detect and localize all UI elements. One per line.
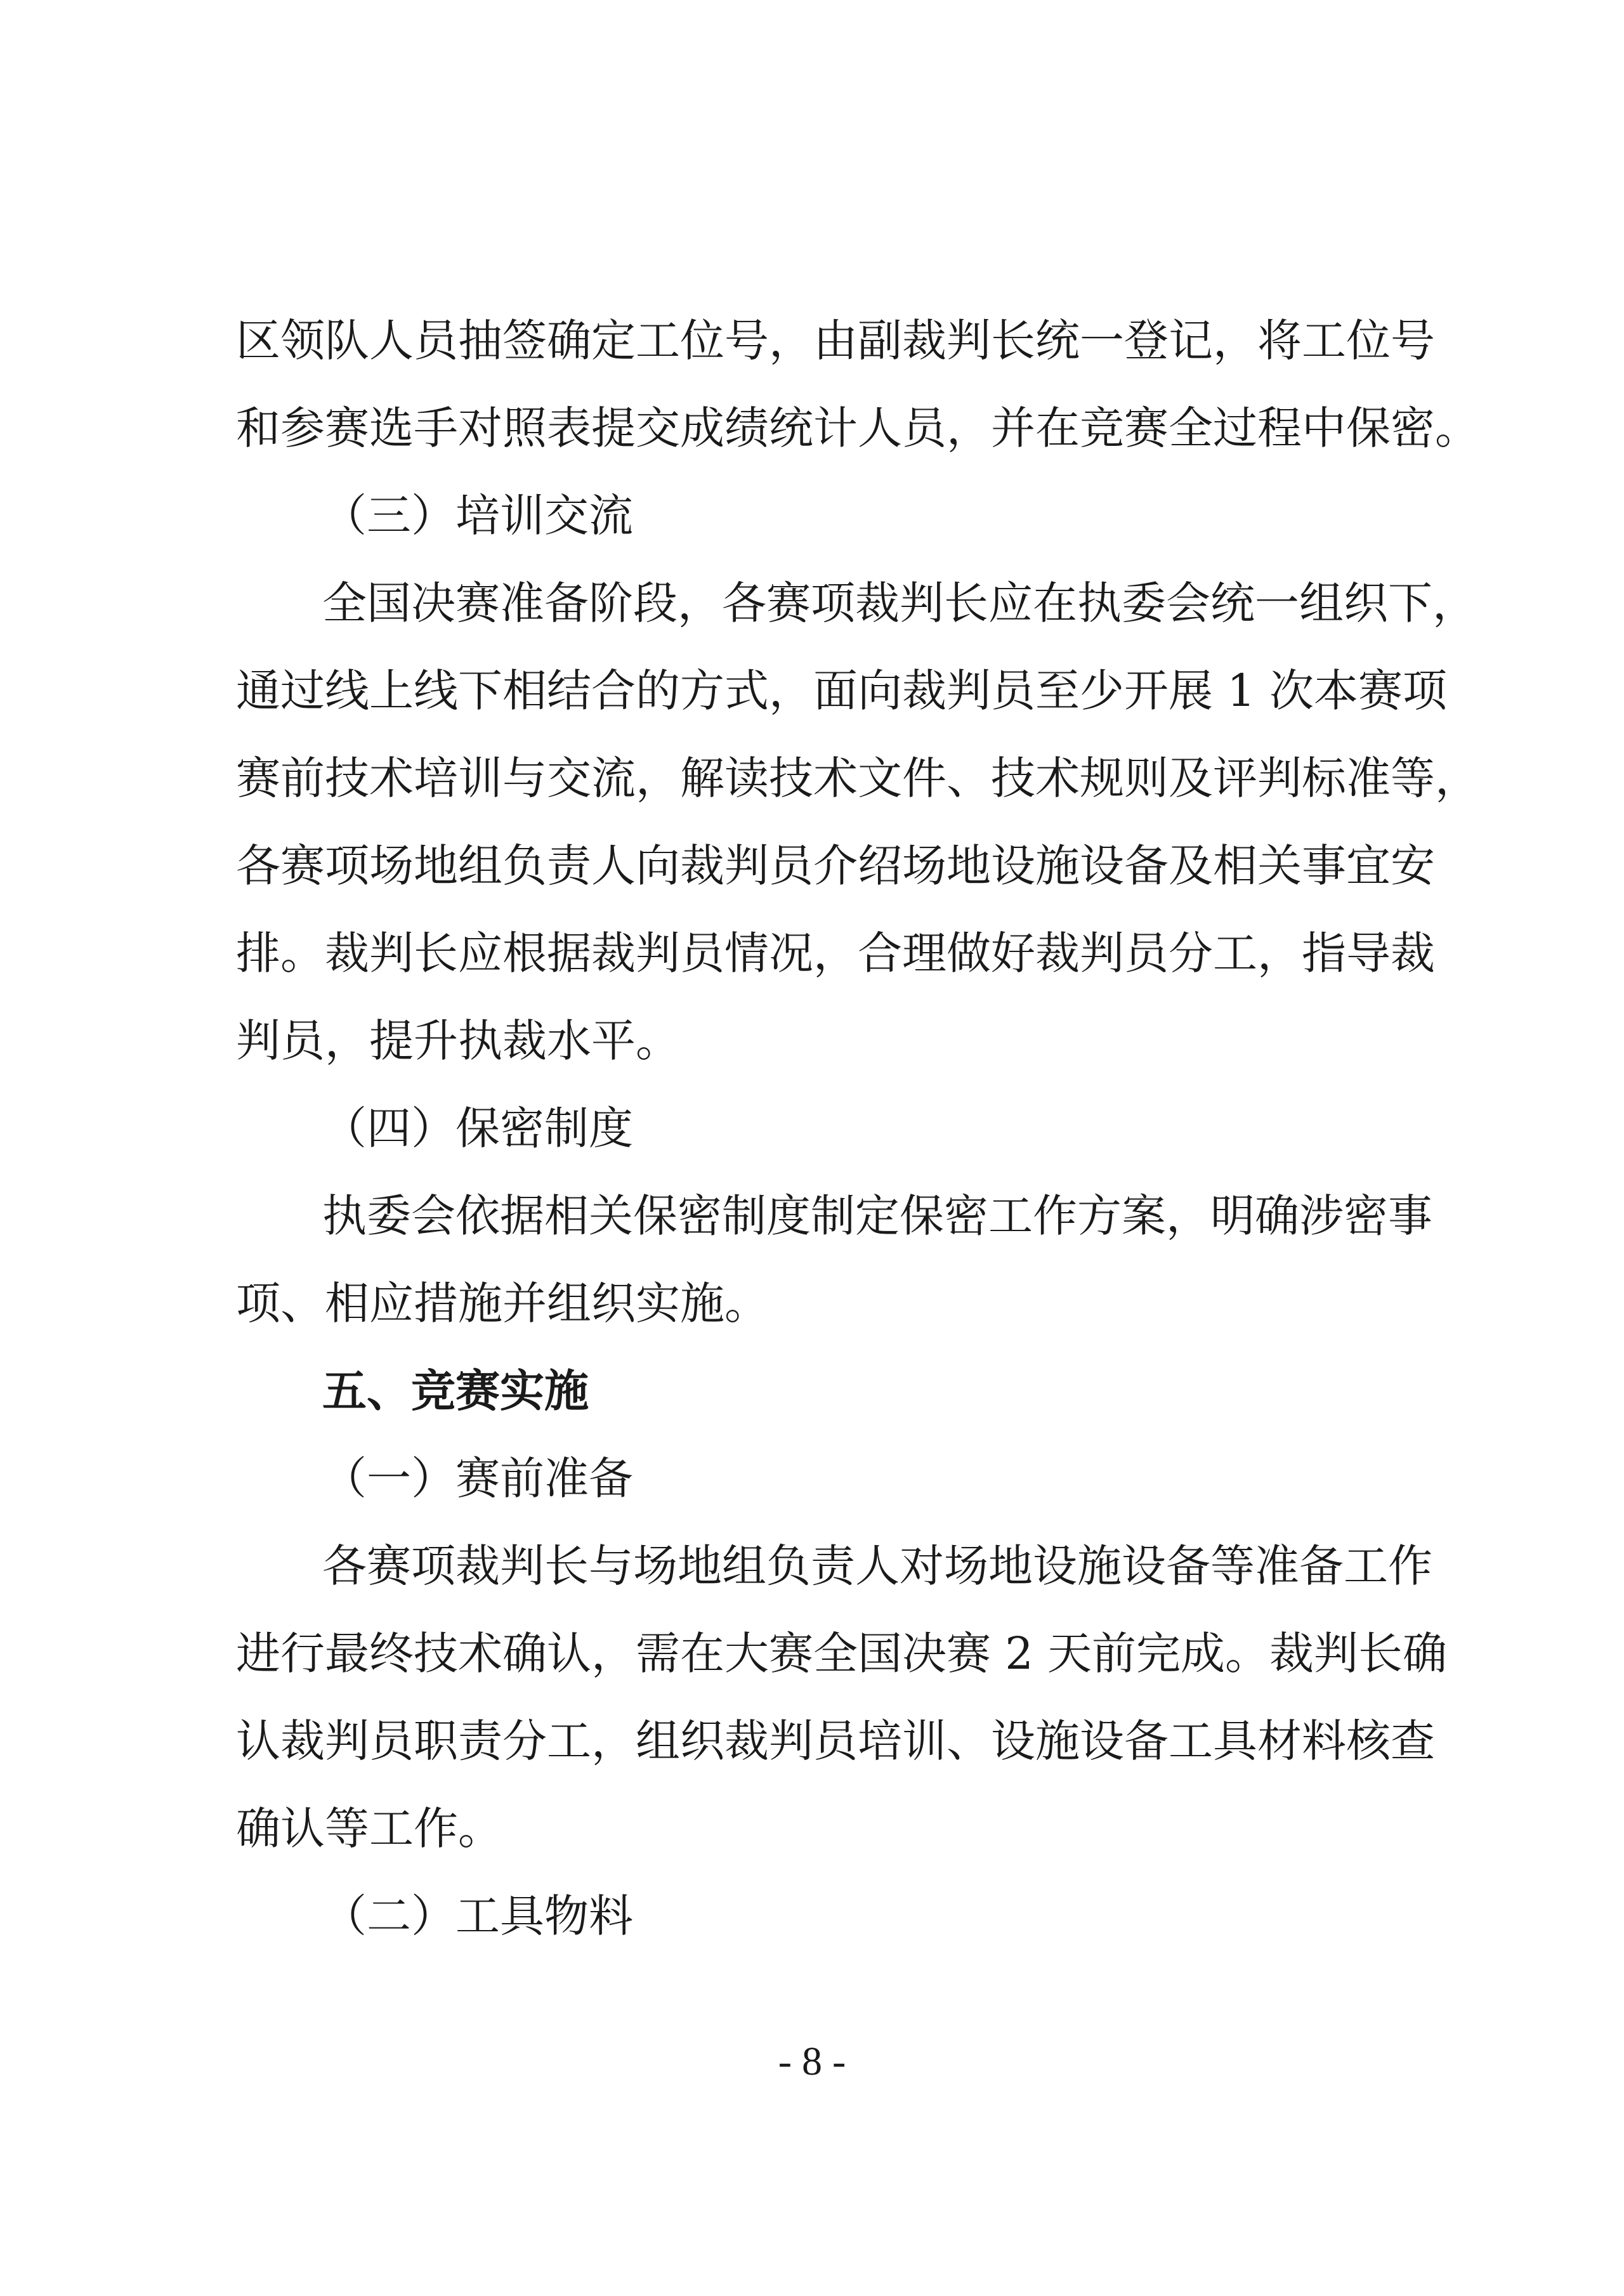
body-text-line: 各赛项场地组负责人向裁判员介绍场地设施设备及相关事宜安 <box>236 840 1435 892</box>
body-text-line: 确认等工作。 <box>236 1803 502 1855</box>
body-text-line: 赛前技术培训与交流，解读技术文件、技术规则及评判标准等， <box>236 752 1479 804</box>
body-text-line: 各赛项裁判长与场地组负责人对场地设施设备等准备工作 <box>322 1540 1432 1592</box>
body-text-line: 全国决赛准备阶段，各赛项裁判长应在执委会统一组织下， <box>322 577 1477 629</box>
body-text-line: 判员，提升执裁水平。 <box>236 1015 680 1067</box>
section-heading-3: （三）培训交流 <box>322 490 633 542</box>
body-text-line: 和参赛选手对照表提交成绩统计人员，并在竞赛全过程中保密。 <box>236 402 1479 454</box>
body-text-line: 认裁判员职责分工，组织裁判员培训、设施设备工具材料核查 <box>236 1715 1435 1767</box>
body-text-line: 通过线上线下相结合的方式，面向裁判员至少开展 1 次本赛项 <box>236 665 1448 717</box>
body-text-line: 进行最终技术确认，需在大赛全国决赛 2 天前完成。裁判长确 <box>236 1627 1448 1680</box>
section-heading-2: （二）工具物料 <box>322 1890 633 1942</box>
body-text-line: 排。裁判长应根据裁判员情况，合理做好裁判员分工，指导裁 <box>236 927 1435 979</box>
body-text-line: 区领队人员抽签确定工位号，由副裁判长统一登记，将工位号 <box>236 315 1435 367</box>
body-text-line: 项、相应措施并组织实施。 <box>236 1277 769 1329</box>
body-text-line: 执委会依据相关保密制度制定保密工作方案，明确涉密事 <box>322 1190 1432 1242</box>
chapter-heading: 五、竞赛实施 <box>322 1365 589 1417</box>
page-number: - 8 - <box>778 2038 846 2084</box>
section-heading-1: （一）赛前准备 <box>322 1452 633 1504</box>
section-heading-4: （四）保密制度 <box>322 1102 633 1154</box>
